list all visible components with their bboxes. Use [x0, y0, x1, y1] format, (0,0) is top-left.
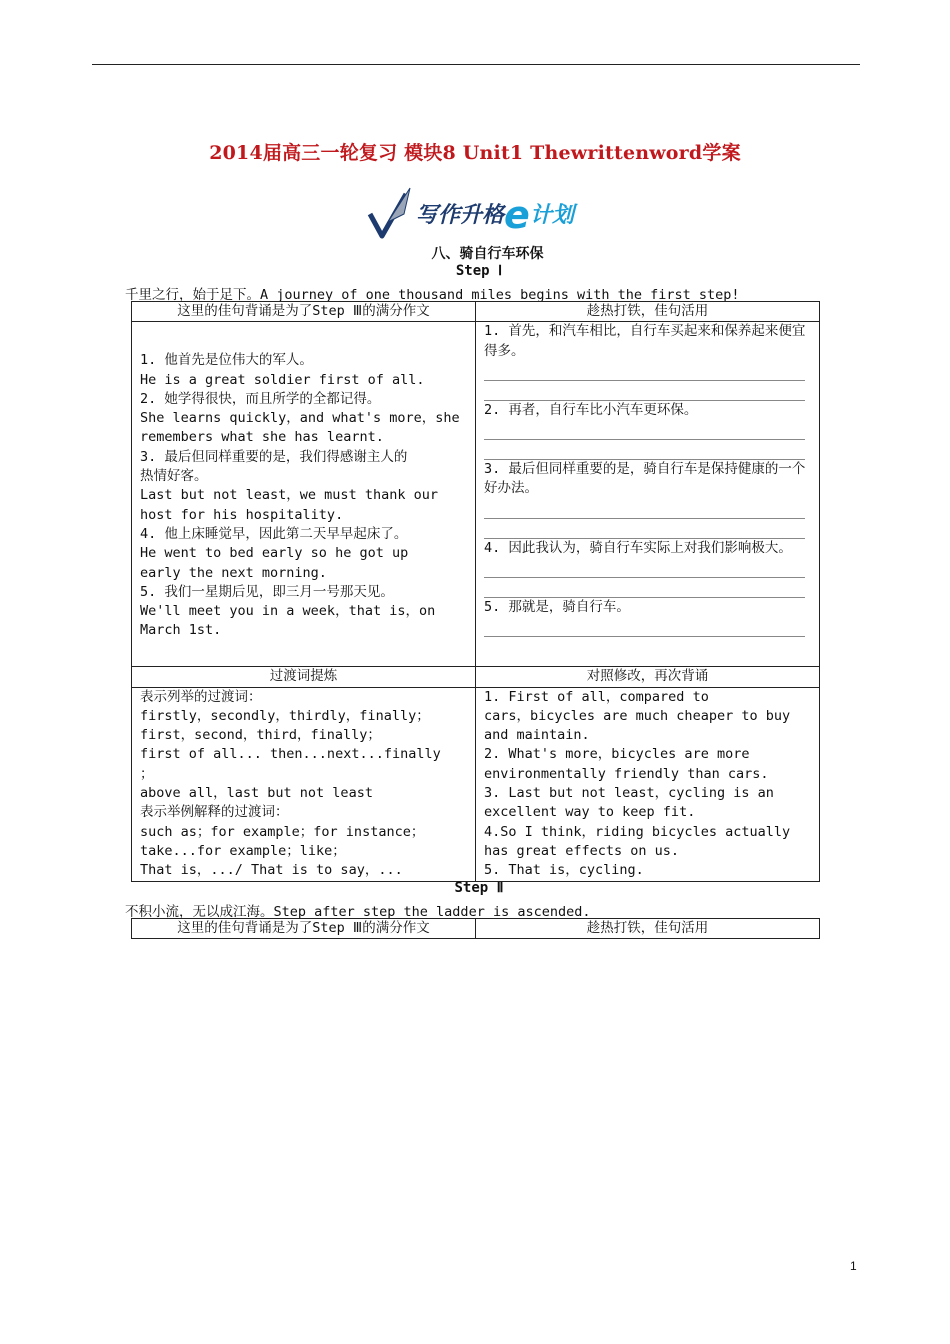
model-line: remembers what she has learnt.: [140, 429, 384, 446]
step2-header-right: 趁热打铁，佳句活用: [476, 919, 820, 939]
answer-line: 1. First of all，compared to: [484, 688, 709, 705]
answer-line: 4.So I think，riding bicycles actually: [484, 823, 791, 840]
practice-prompt: 1. 首先，和汽车相比，自行车买起来和保养起来便宜得多。: [484, 323, 806, 359]
transition-words-cell: [132, 687, 476, 881]
banner-suffix: 计划: [530, 203, 575, 228]
answer-blank[interactable]: [484, 361, 805, 381]
model-line: 热情好客。: [140, 468, 208, 485]
section-heading: 八、骑自行车环保: [431, 246, 544, 262]
header-rule: [92, 64, 860, 65]
answer-blank[interactable]: [484, 558, 805, 578]
transition-line: take...for example；like；: [140, 842, 346, 859]
practice-cell: [476, 322, 820, 667]
practice-prompt: 3. 最后但同样重要的是，骑自行车是保持健康的一个好办法。: [484, 461, 806, 497]
quill-checkmark-icon: [366, 184, 616, 242]
answer-blank[interactable]: [484, 420, 805, 440]
answer-line: has great effects on us.: [484, 842, 680, 859]
model-line: He went to bed early so he got up: [140, 545, 409, 562]
answer-blank[interactable]: [484, 578, 805, 598]
page-number: 1: [850, 1259, 857, 1273]
answer-blank[interactable]: [484, 381, 805, 401]
step2-header-left: 这里的佳句背诵是为了Step Ⅲ的满分作文: [132, 919, 476, 939]
answer-line: 2. What's more，bicycles are more: [484, 746, 750, 763]
model-sentences-cell: [132, 322, 476, 667]
practice-prompt: 2. 再者，自行车比小汽车更环保。: [484, 401, 698, 418]
revise-header: 对照修改，再次背诵: [476, 667, 820, 687]
transition-line: 表示举例解释的过渡词：: [140, 804, 289, 821]
model-line: We'll meet you in a week，that is，on: [140, 603, 436, 620]
model-line: She learns quickly，and what's more，she: [140, 410, 460, 427]
transition-line: That is，.../ That is to say，...: [140, 862, 403, 879]
model-line: He is a great soldier first of all.: [140, 371, 425, 388]
transition-line: above all，last but not least: [140, 785, 373, 802]
step2-proverb: 不积小流，无以成江海。Step after step the ladder is ascended.: [125, 904, 591, 920]
answer-blank[interactable]: [484, 617, 805, 637]
banner-e-icon: e: [504, 193, 530, 237]
step1-header-left: 这里的佳句背诵是为了Step Ⅲ的满分作文: [132, 302, 476, 322]
practice-prompt: 4. 因此我认为，骑自行车实际上对我们影响极大。: [484, 539, 792, 556]
transition-line: firstly，secondly，thirdly，finally；: [140, 707, 430, 724]
model-line: 2. 她学得很快，而且所学的全都记得。: [140, 390, 381, 407]
step2-label: Step Ⅱ: [454, 880, 504, 896]
transition-words-header: 过渡词提炼: [132, 667, 476, 687]
answer-line: environmentally friendly than cars.: [484, 765, 769, 782]
banner-text: 写作升格: [416, 203, 505, 228]
model-line: Last but not least，we must thank our: [140, 487, 438, 504]
document-title: 2014届高三一轮复习 模块8 Unit1 Thewrittenword学案: [209, 142, 741, 164]
model-line: host for his hospitality.: [140, 506, 344, 523]
model-line: 4. 他上床睡觉早，因此第二天早早起床了。: [140, 525, 408, 542]
step2-table: [131, 918, 820, 939]
answer-line: excellent way to keep fit.: [484, 804, 696, 821]
answer-line: and maintain.: [484, 727, 590, 744]
model-line: 1. 他首先是位伟大的军人。: [140, 352, 313, 369]
answer-blank[interactable]: [484, 499, 805, 519]
answer-blank[interactable]: [484, 440, 805, 460]
model-line: 5. 我们一星期后见，即三月一号那天见。: [140, 583, 394, 600]
transition-line: ；: [140, 765, 154, 782]
answer-line: cars，bicycles are much cheaper to buy: [484, 707, 791, 724]
model-line: early the next morning.: [140, 564, 327, 581]
transition-line: first of all... then...next...finally: [140, 746, 441, 763]
answer-blank[interactable]: [484, 519, 805, 539]
practice-prompt: 5. 那就是，骑自行车。: [484, 599, 630, 616]
transition-line: such as；for example；for instance；: [140, 823, 425, 840]
model-line: March 1st.: [140, 622, 222, 639]
transition-line: 表示列举的过渡词：: [140, 688, 262, 705]
transition-line: first，second，third，finally；: [140, 727, 381, 744]
revised-answers-cell: [476, 687, 820, 881]
step1-label: Step Ⅰ: [455, 263, 503, 279]
step1-header-right: 趁热打铁，佳句活用: [476, 302, 820, 322]
answer-line: 3. Last but not least，cycling is an: [484, 785, 774, 802]
answer-line: 5. That is，cycling.: [484, 862, 644, 879]
step1-proverb: 千里之行，始于足下。A journey of one thousand miles begins with the first step!: [125, 287, 740, 303]
model-line: 3. 最后但同样重要的是，我们得感谢主人的: [140, 448, 408, 465]
writing-plan-banner: [366, 184, 616, 242]
step1-table: [131, 301, 820, 882]
